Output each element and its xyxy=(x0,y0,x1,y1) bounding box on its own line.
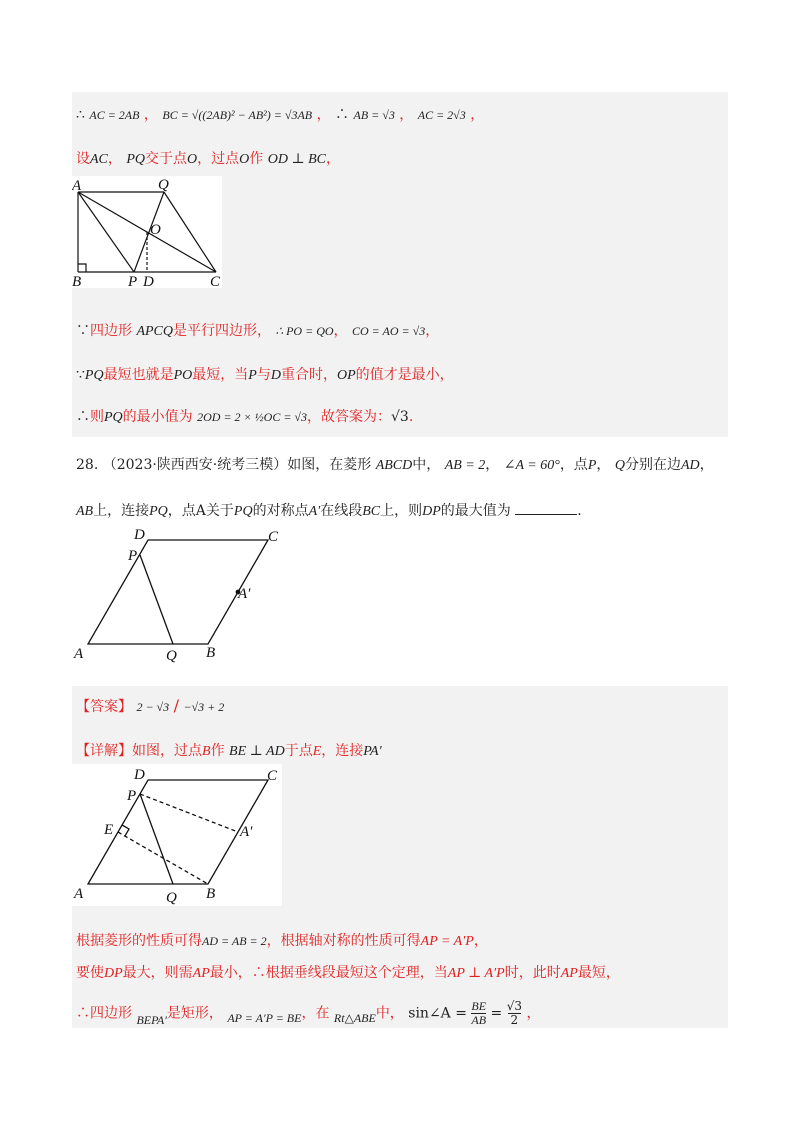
label-a-prime: A′ xyxy=(238,586,251,602)
fraction-sqrt3-2: $\frac{√3}{2}$ xyxy=(506,999,523,1027)
answer-value-2: −√3 + 2 xyxy=(183,700,225,714)
detail-line: 【详解】如图，过点B作 BE ⊥ AD于点E，连接PA′ xyxy=(76,743,382,759)
label-a: A xyxy=(74,646,84,662)
segment-pq xyxy=(140,555,173,644)
label-b: B xyxy=(72,274,82,288)
top-line-2: 设AC， PQ交于点O，过点O作 OD ⊥ BC， xyxy=(76,151,340,167)
segment-pq xyxy=(140,794,173,884)
figure-1-svg xyxy=(72,176,222,288)
label-p: P xyxy=(127,788,137,804)
label-c: C xyxy=(268,529,279,545)
segment-pa-prime xyxy=(140,794,238,832)
label-a: A xyxy=(72,178,82,194)
question-28-line-2: AB上，连接PQ，点A关于PQ的对称点A′在线段BC上，则DP的最大值为 . xyxy=(76,503,582,519)
figure-rhombus-solution xyxy=(72,764,282,906)
top-line-4: ∵PQ最短也就是PO最短，当P与D重合时，OP的值才是最小， xyxy=(76,367,454,383)
label-c: C xyxy=(210,274,221,288)
label-o: O xyxy=(150,222,161,238)
answer-value-1: 2 − √3 xyxy=(136,700,170,714)
top-line-5: ∴则PQ的最小值为 2OD = 2 × ½OC = √3，故答案为：√3. xyxy=(76,409,414,425)
label-d: D xyxy=(134,767,145,783)
answer-tag: 【答案】 xyxy=(76,699,132,715)
label-d: D xyxy=(134,528,145,543)
edge-ap xyxy=(78,192,134,272)
label-e: E xyxy=(104,822,114,838)
figure-rhombus-question xyxy=(72,528,292,664)
top-line-1: ∴ AC = 2AB ， BC = √((2AB)² − AB²) = √3AB ， ∴ AB = √3 ， AC = 2√3 ， xyxy=(76,107,485,123)
label-q: Q xyxy=(158,177,169,193)
right-angle-b xyxy=(78,264,86,272)
question-number: 28. xyxy=(76,457,99,473)
label-p: P xyxy=(128,274,138,288)
detail-line-2: 要使DP最大，则需AP最小，∴根据垂线段最短这个定理，当AP ⊥ A′P时，此时AP最短， xyxy=(76,965,620,981)
question-28-line-1: 28. （2023·陕西西安·统考三模）如图，在菱形 ABCD中， AB = 2， ∠A = 60°，点P， Q分别在边AD， xyxy=(76,457,714,473)
right-angle-e xyxy=(122,825,129,836)
detail-tag: 【详解】 xyxy=(76,743,132,759)
label-b: B xyxy=(206,886,216,902)
question-source: （2023·陕西西安·统考三模） xyxy=(102,457,288,473)
label-q: Q xyxy=(166,890,177,906)
segment-be xyxy=(118,832,208,884)
figure-rectangle-apcq xyxy=(72,176,222,288)
label-a: A xyxy=(74,886,84,902)
fraction-be-ab: $\frac{BE}{AB}$ xyxy=(471,999,487,1027)
edge-qc xyxy=(164,192,216,272)
figure-3-svg xyxy=(72,764,282,906)
detail-line-1: 根据菱形的性质可得AD = AB = 2，根据轴对称的性质可得AP = A′P， xyxy=(76,933,488,949)
label-b: B xyxy=(206,645,216,661)
label-p: P xyxy=(128,548,138,564)
label-d: D xyxy=(143,274,154,288)
label-c: C xyxy=(267,768,278,784)
label-a-prime: A′ xyxy=(240,824,253,840)
label-q: Q xyxy=(166,648,177,664)
answer-blank xyxy=(515,502,577,515)
figure-2-svg xyxy=(72,528,292,664)
answer-line: 【答案】 2 − √3 / −√3 + 2 xyxy=(76,696,225,715)
detail-line-3: ∴四边形 BEPA′是矩形， AP = A′P = BE，在 Rt△ABE中， sin∠A = $\frac{BE}{AB}$ = $\frac{√3}{2}$ ， xyxy=(76,999,541,1027)
top-line-3: ∵四边形 APCQ是平行四边形， ∴ PO = QO， CO = AO = √3， xyxy=(76,323,440,339)
